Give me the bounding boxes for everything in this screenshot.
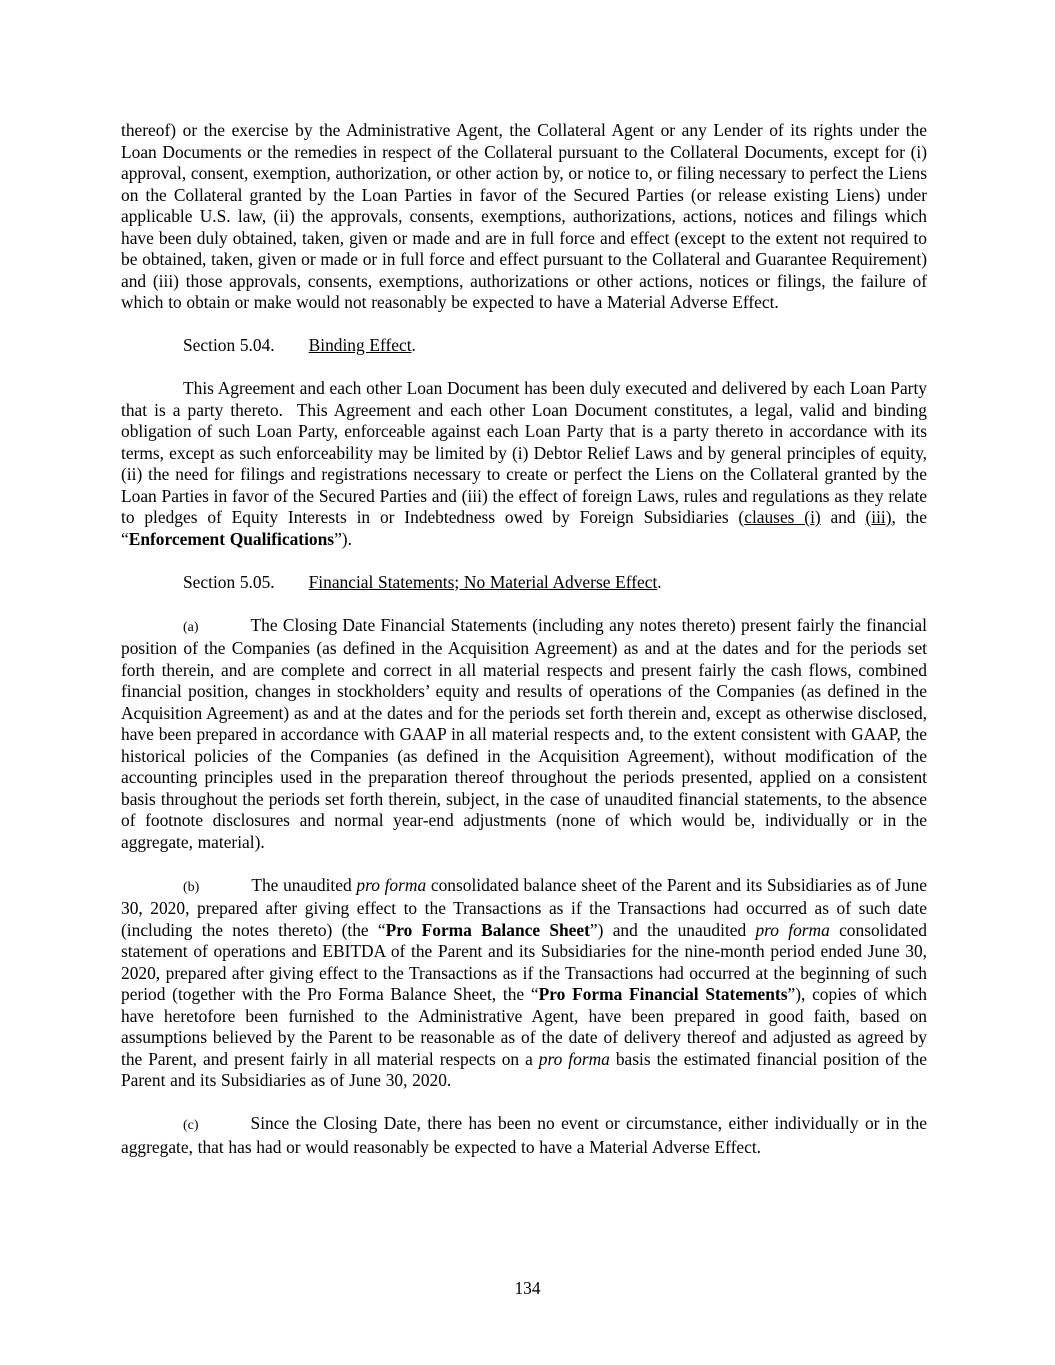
text-run: consolidated statement of operations and EBITDA of the Parent and its Subsidiaries for the nine-month period ended June 30, 2020, prepared after giving effect to the Transactions as if the Transactions had occurred at the beginning of such period (together with the Pro Forma Balance Sheet, the “ [121,919,927,1004]
text-run: . [411,335,416,355]
text-run-marker: (b) [183,879,200,895]
text-run-bold: Enforcement Qualifications [128,528,335,549]
paragraph-continuation [121,120,927,314]
text-run-bold: Pro Forma Financial Statements [538,984,788,1004]
page-number: 134 [514,1278,541,1298]
text-run: basis the estimated financial position of the Parent and its Subsidiaries as of June 30, 2020. [121,1048,927,1090]
text-run: The unaudited [251,874,357,895]
text-run-bold: Pro Forma Balance Sheet [385,919,590,940]
text-run-marker: (c) [183,1118,199,1133]
section-5-04-body [121,378,927,550]
section-5-05-heading [121,572,927,594]
text-run: consolidated balance sheet of the Parent and its Subsidiaries as of June 30, 2020, prepared after giving effect to the Transactions as if the Transactions had occurred as of such date (including the notes thereto) (the “ [121,874,927,940]
text-run: ”), copies of which have heretofore been furnished to the Administrative Agent, have been prepared in good faith, based on assumptions believed by the Parent to be reasonable as of the date of delivery thereof and adjusted as agreed by the Parent, and present fairly in all material respects on a [121,984,927,1069]
text-run: ”) and the unaudited [589,919,756,940]
text-run-underline: Binding Effect [308,335,412,355]
text-run-underline: Financial Statements; No Material Adverse Effect [308,571,658,592]
text-run: thereof) or the exercise by the Administrative Agent, the Collateral Agent or any Lender of its rights under the Loan Documents or the remedies in respect of the Collateral pursuant to the Collateral Documents, except for (i) approval, consent, exemption, authorization, or other action by, or notice to, or filing necessary to perfect the Liens on the Collateral granted by the Loan Parties in favor of the Secured Parties (or release existing Liens) under applicable U.S. law, (ii) the approvals, consents, exemptions, authorizations, actions, notices and filings which have been duly obtained, taken, given or made and are in full force and effect (except to the extent not required to be obtained, taken, given or made or in full force and effect pursuant to the Collateral and Guarantee Requirement) and (iii) those approvals, consents, exemptions, authorizations or other actions, notices or filings, the failure of which to obtain or make would not reasonably be expected to have a Material Adverse Effect. [121,120,927,312]
clause-b [121,875,927,1092]
text-run: ”). [334,528,352,549]
text-run-underline: (iii) [865,507,892,527]
text-run: Since the Closing Date, there has been no event or circumstance, either individually or in the aggregate, that has had or would reasonably be expected to have a Material Adverse Effect. [121,1113,927,1157]
text-run-marker: (a) [183,619,199,635]
text-run-italic: pro forma [538,1048,610,1069]
text-run-underline: clauses (i) [744,507,821,527]
document-body [121,120,927,1180]
text-run-italic: pro forma [755,919,830,940]
text-run: Section 5.05. [183,571,275,592]
text-run-italic: pro forma [356,874,427,895]
text-run: , the “ [121,507,927,549]
text-run: The Closing Date Financial Statements (including any notes thereto) present fairly the financial position of the Companies (as defined in the Acquisition Agreement) as and at the dates and for the periods set forth therein, and are complete and correct in all material respects and present fairly the cash flows, combined financial position, changes in stockholders’ equity and results of operations of the Companies (as defined in the Acquisition Agreement) as and at the dates and for the periods set forth therein and, except as otherwise disclosed, have been prepared in accordance with GAAP in all material respects and, to the extent consistent with GAAP, the historical policies of the Companies (as defined in the Acquisition Agreement), without modification of the accounting principles used in the preparation thereof throughout the periods presented, applied on a consistent basis throughout the periods set forth therein, subject, in the case of unaudited financial statements, to the absence of footnote disclosures and normal year-end adjustments (none of which would be, individually or in the aggregate, material). [121,614,927,852]
clause-c [121,1113,927,1158]
text-run: . [657,571,662,592]
text-run: This Agreement and each other Loan Document has been duly executed and delivered by each Loan Party that is a party thereto. This Agreement and each other Loan Document constitutes, a legal, valid and binding obligation of such Loan Party, enforceable against each Loan Party that is a party thereto in accordance with its terms, except as such enforceability may be limited by (i) Debtor Relief Laws and by general principles of equity, (ii) the need for filings and registrations necessary to create or perfect the Liens on the Collateral granted by the Loan Parties in favor of the Secured Parties and (iii) the effect of foreign Laws, rules and regulations as they relate to pledges of Equity Interests in or Indebtedness owed by Foreign Subsidiaries ( [121,378,927,527]
text-run: and [820,507,866,527]
text-run: Section 5.04. [183,335,275,355]
clause-a [121,615,927,854]
section-5-04-heading [121,335,927,357]
